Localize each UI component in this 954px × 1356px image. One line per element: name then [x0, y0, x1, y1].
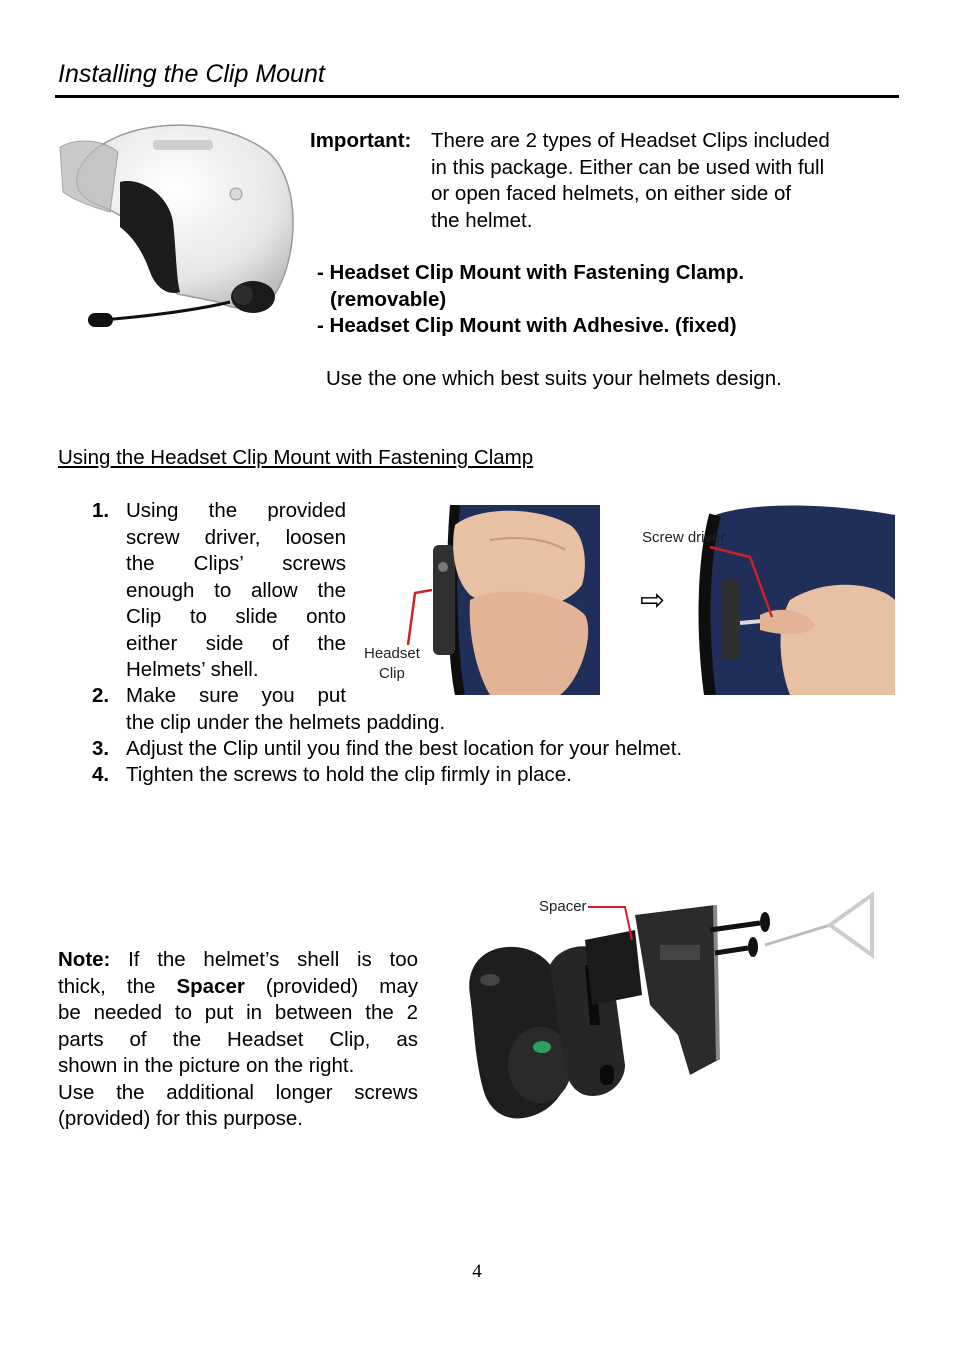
step-number: 1.	[92, 499, 110, 522]
spacer-label: Spacer	[539, 898, 587, 915]
note-line-text: thick, the	[58, 974, 156, 998]
page-title: Installing the Clip Mount	[58, 60, 325, 88]
clip-insertion-photo	[360, 505, 600, 695]
step-line: screw driver, loosen	[126, 525, 346, 549]
important-label: Important:	[310, 129, 412, 152]
clamp-section-heading: Using the Headset Clip Mount with Fastening Clamp	[58, 446, 534, 469]
step-number: 3.	[92, 737, 110, 760]
helmet-with-headset-image	[58, 112, 298, 337]
title-divider	[55, 95, 899, 98]
note-line	[58, 974, 418, 1001]
option-adhesive: - Headset Clip Mount with Adhesive. (fixed)	[317, 314, 737, 337]
note-line: shown in the picture on the right.	[58, 1054, 355, 1077]
step-line: enough to allow the	[126, 578, 346, 602]
headset-clip-label-line: Headset	[364, 645, 420, 662]
screw-driver-label: Screw driver	[642, 529, 726, 546]
note-text	[58, 947, 418, 1133]
headset-clip-label	[364, 644, 420, 684]
note-line-text: If the helmet’s shell is too	[128, 948, 418, 971]
note-line: be needed to put in between the 2	[58, 1001, 418, 1024]
step-line: Make sure you put	[126, 684, 346, 707]
step-line: either side of the	[126, 631, 346, 655]
step-number: 2.	[92, 684, 110, 707]
headset-clip-label-line: Clip	[379, 665, 405, 682]
step-line: the clip under the helmets padding.	[126, 710, 446, 734]
note-label: Note:	[58, 948, 111, 971]
option-fastening-clamp: - Headset Clip Mount with Fastening Clamp.	[317, 261, 745, 284]
note-line-text: (provided) may	[265, 974, 418, 998]
important-text	[431, 128, 830, 234]
note-line: (provided) for this purpose.	[58, 1107, 303, 1130]
important-line: or open faced helmets, on either side of	[431, 182, 792, 205]
note-line	[58, 947, 418, 974]
important-line: in this package. Either can be used with full	[431, 155, 825, 179]
arrow-right-icon: ⇨	[640, 584, 666, 617]
option-removable-note: (removable)	[330, 288, 447, 311]
step-line: Helmets’ shell.	[126, 658, 259, 681]
important-line: There are 2 types of Headset Clips included	[431, 129, 830, 152]
screw-driver-photo	[640, 505, 895, 695]
spacer-term: Spacer	[176, 974, 245, 998]
advice-text: Use the one which best suits your helmets design.	[326, 367, 782, 390]
step-line: Tighten the screws to hold the clip firmly in place.	[126, 763, 572, 786]
step-line: Clip to slide onto	[126, 605, 346, 628]
page-number: 4	[472, 1261, 482, 1282]
note-line: parts of the Headset Clip, as	[58, 1027, 418, 1051]
step-line: the Clips’ screws	[126, 552, 346, 575]
step-number: 4.	[92, 763, 110, 786]
note-line: Use the additional longer screws	[58, 1080, 418, 1104]
important-line: the helmet.	[431, 208, 533, 232]
spacer-exploded-diagram	[460, 885, 880, 1135]
step-line: Adjust the Clip until you find the best location for your helmet.	[126, 737, 683, 760]
step-line: Using the provided	[126, 499, 346, 522]
